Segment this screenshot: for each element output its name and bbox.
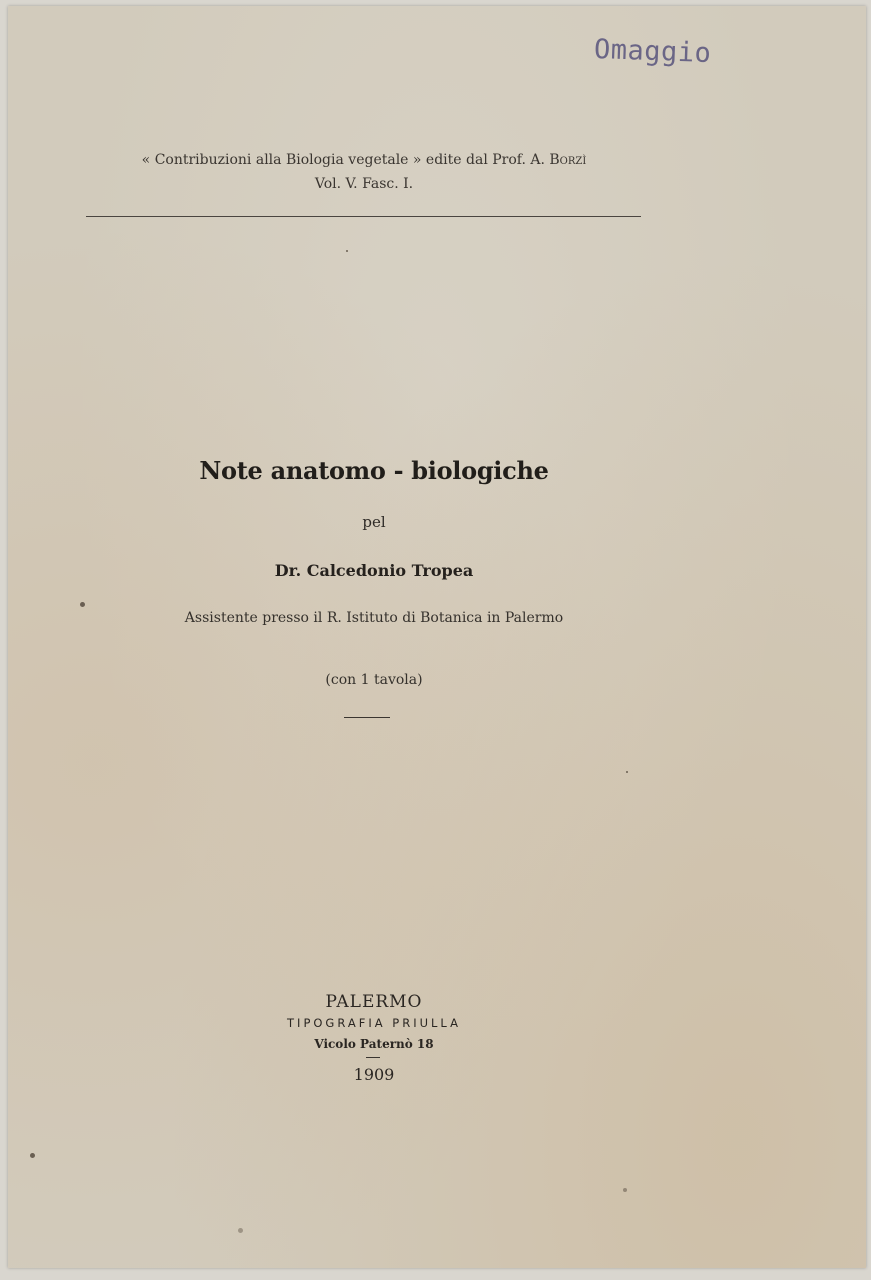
series-volume: Vol. V. Fasc. I. <box>314 176 414 192</box>
imprint-divider <box>366 1057 380 1058</box>
series-title: « Contribuzioni alla Biologia vegetale » edite dal Prof. A. <box>141 152 545 168</box>
title-divider <box>344 717 390 718</box>
paper-speck <box>626 771 628 773</box>
editor-name: Borzì <box>549 152 587 168</box>
author-name: Dr. Calcedonio Tropea <box>274 561 474 580</box>
paper-speck <box>30 1153 35 1158</box>
imprint-city: PALERMO <box>325 992 423 1012</box>
document-title: Note anatomo - biologiche <box>199 456 549 485</box>
paper-speck <box>346 250 348 252</box>
header-divider <box>86 216 641 217</box>
plates-note: (con 1 tavola) <box>325 672 423 688</box>
series-header <box>88 148 640 196</box>
imprint-address: Vicolo Paternò 18 <box>314 1037 434 1051</box>
paper-speck <box>238 1228 243 1233</box>
paper-speck <box>80 602 85 607</box>
byline-word: pel <box>362 513 386 531</box>
document-page <box>8 6 866 1268</box>
imprint-year: 1909 <box>353 1065 395 1084</box>
series-line-1 <box>88 148 640 172</box>
omaggio-stamp: Omaggio <box>593 33 712 70</box>
imprint-printer: TIPOGRAFIA PRIULLA <box>287 1016 461 1030</box>
paper-speck <box>623 1188 627 1192</box>
author-affiliation: Assistente presso il R. Istituto di Botanica in Palermo <box>184 610 564 626</box>
